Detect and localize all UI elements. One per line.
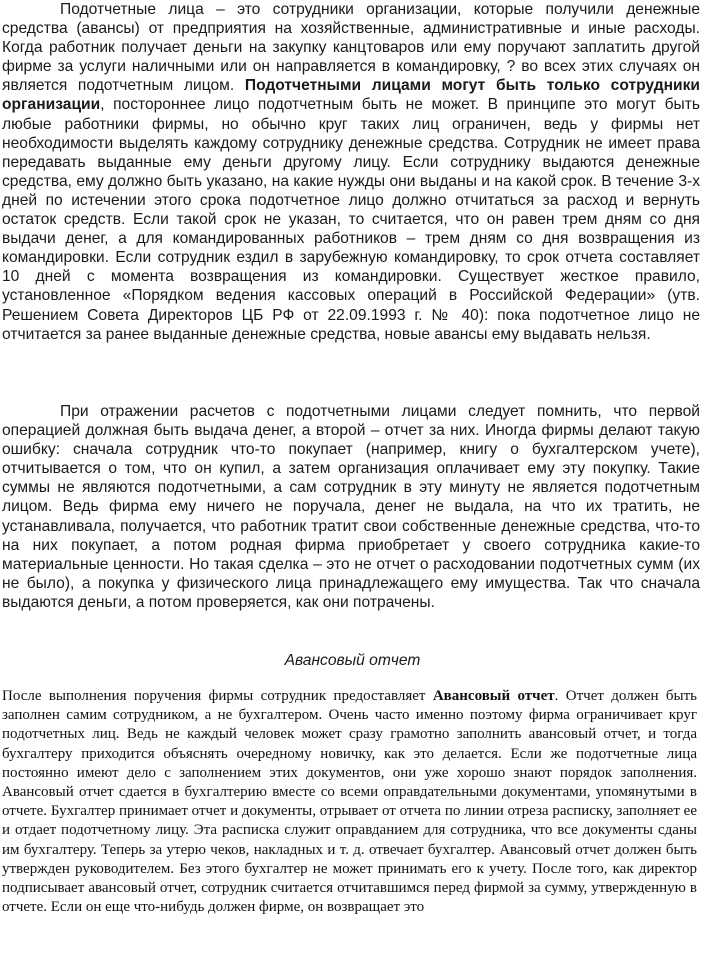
paragraph-text: При отражении расчетов с подотчетными лицами следует помнить, что первой операцией должная быть выдача денег, а второй – отчет за них. Иногда фирмы делают такую ошибку: сначала сотрудник что-то покупает (например, книгу о бухгалтерском учете), отчитывается о том, что он купил, а затем организация оплачивает ему эту покупку. Такие суммы не являются подотчетными, а сам сотрудник в эту минуту не является подотчетным лицом. Ведь фирма ему ничего не поручала, денег не выдала, на что их тратить, не устанавливала, получается, что работник тратит свои собственные денежные средства, что-то на них покупает, а потом родная фирма приобретает у своего сотрудника какие-то материальные ценности. Но такая сделка – это не отчет о расходовании подотчетных сумм (их не было), а покупка у физического лица принадлежащего ему имущества. Так что сначала выдаются деньги, а потом проверяется, как они потрачены. bbox=[2, 403, 700, 611]
paragraph-settlements bbox=[0, 402, 705, 612]
paragraph-advance-report bbox=[0, 687, 700, 917]
text-run: , постороннее лицо подотчетным быть не может. В принципе это могут быть любые работники фирмы, но обычно круг таких лиц ограничен, ведь у фирмы нет необходимости выделять каждому сотруднику денежные средства. Сотрудник не имеет права передавать выданные ему деньги другому лицу. Если сотруднику выдаются денежные средства, ему должно быть указано, на какие нужды они выданы и на какой срок. В течение 3-х дней по истечении этого срока подотчетное лицо должно отчитаться за расход и вернуть остаток средств. Если такой срок не указан, то считается, что он равен трем дням со дня выдачи денег, а для командированных работников – трем дням со дня возвращения из командировки. Если сотрудник ездил в зарубежную командировку, то срок отчета составляет 10 дней с момента возвращения из командировки. Существует жесткое правило, установленное «Порядком ведения кассовых операций в Российской Федерации» (утв. Решением Совета Директоров ЦБ РФ от 22.09.1993 г. № 40): пока подотчетное лицо не отчитается за ранее выданные денежные средства, новые авансы ему выдавать нельзя. bbox=[2, 96, 700, 343]
bold-term: Авансовый отчет bbox=[432, 688, 555, 704]
text-run: Подотчетные лица – это сотрудники организации, которые получили денежные средства (авансы) от предприятия на хозяйственные, административные и иные расходы. Когда работник получает деньги на закупку канцтоваров или ему поручают заплатить другой фирме за услуги наличными или он направляется в командировку, ? во всех этих случаях он является подотчетным лицом. bbox=[2, 1, 700, 95]
section-heading: Авансовый отчет bbox=[284, 652, 421, 669]
text-run: После выполнения поручения фирмы сотрудник предоставляет bbox=[2, 688, 433, 704]
text-run: . Отчет должен быть заполнен самим сотрудником, а не бухгалтером. Очень часто именно поэтому фирма ограничивает круг подотчетных лиц. Ведь не каждый человек может сразу грамотно заполнить авансовый отчет, и тогда бухгалтеру приходится объяснять очередному новичку, как это делается. Если же подотчетные лица постоянно имеют дело с заполнением этих документов, они уже хорошо знают порядок заполнения. Авансовый отчет сдается в бухгалтерию вместе со всеми оправдательными документами, упомянутыми в отчете. Бухгалтер принимает отчет и документы, отрывает от отчета по линии отреза расписку, заполняет ее и отдает подотчетному лицу. Эта расписка служит оправданием для сотрудника, что все документы сданы им бухгалтеру. Теперь за утерю чеков, накладных и т. д. отвечает бухгалтер. Авансовый отчет должен быть утвержден руководителем. Без этого бухгалтер не может принимать его к учету. После того, как директор подписывает авансовый отчет, сотрудник считается отчитавшимся перед фирмой за сумму, утвержденную в отчете. Если он еще что-нибудь должен фирме, он возвращает это bbox=[2, 688, 697, 916]
paragraph-accountable-persons bbox=[0, 0, 705, 344]
bold-statement: Подотчетными лицами могут быть только сотрудники организации bbox=[2, 77, 700, 114]
